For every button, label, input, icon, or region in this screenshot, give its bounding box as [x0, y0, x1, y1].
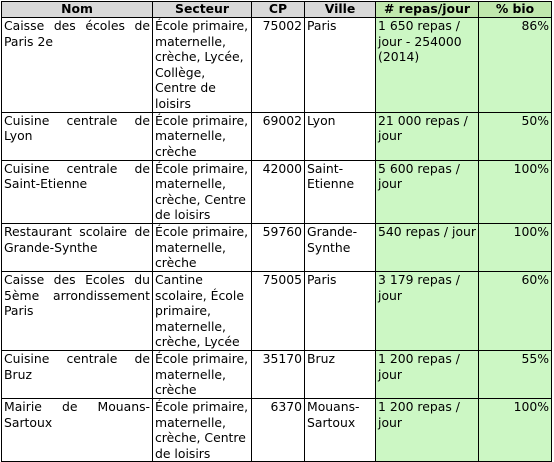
cell-secteur: École primaire, maternelle, crèche — [153, 350, 252, 398]
cell-repas: 1 200 repas / jour — [376, 398, 479, 461]
table-row — [2, 271, 552, 350]
header-nom: Nom — [2, 2, 153, 18]
header-ville: Ville — [305, 2, 376, 18]
table-row — [2, 160, 552, 223]
cell-secteur: École primaire, maternelle, crèche — [153, 223, 252, 271]
cell-cp: 75005 — [252, 271, 305, 350]
cell-secteur: École primaire, maternelle, crèche, Centre de loisirs — [153, 160, 252, 223]
table-row — [2, 398, 552, 461]
header-repas: # repas/jour — [376, 2, 479, 18]
cell-cp: 69002 — [252, 112, 305, 160]
header-row — [2, 2, 552, 18]
cell-cp: 6370 — [252, 398, 305, 461]
cell-nom: Caisse des écoles de Paris 2e — [2, 18, 153, 113]
cell-ville: Mouans-Sartoux — [305, 398, 376, 461]
cell-bio: 100% — [479, 398, 552, 461]
table-row — [2, 223, 552, 271]
cell-nom: Mairie de Mouans-Sartoux — [2, 398, 153, 461]
cell-bio: 100% — [479, 160, 552, 223]
cell-bio: 50% — [479, 112, 552, 160]
cell-ville: Grande-Synthe — [305, 223, 376, 271]
cell-bio: 100% — [479, 223, 552, 271]
cell-nom: Caisse des Ecoles du 5ème arrondissement Paris — [2, 271, 153, 350]
cell-cp: 35170 — [252, 350, 305, 398]
cantines-table — [1, 1, 552, 462]
cell-bio: 55% — [479, 350, 552, 398]
cell-nom: Cuisine centrale de Bruz — [2, 350, 153, 398]
cell-cp: 75002 — [252, 18, 305, 113]
cell-cp: 59760 — [252, 223, 305, 271]
cell-secteur: École primaire, maternelle, crèche — [153, 112, 252, 160]
cell-repas: 540 repas / jour — [376, 223, 479, 271]
cell-secteur: École primaire, maternelle, crèche, Lycée, Collège, Centre de loisirs — [153, 18, 252, 113]
cell-repas: 1 650 repas / jour - 254000 (2014) — [376, 18, 479, 113]
header-bio: % bio — [479, 2, 552, 18]
table-row — [2, 350, 552, 398]
cell-bio: 60% — [479, 271, 552, 350]
cell-ville: Bruz — [305, 350, 376, 398]
cell-nom: Cuisine centrale de Saint-Etienne — [2, 160, 153, 223]
cell-ville: Lyon — [305, 112, 376, 160]
header-secteur: Secteur — [153, 2, 252, 18]
table-row — [2, 18, 552, 113]
cell-ville: Saint-Etienne — [305, 160, 376, 223]
cell-secteur: École primaire, maternelle, crèche, Centre de loisirs — [153, 398, 252, 461]
cell-ville: Paris — [305, 271, 376, 350]
table-row — [2, 112, 552, 160]
cell-ville: Paris — [305, 18, 376, 113]
cell-cp: 42000 — [252, 160, 305, 223]
cell-repas: 5 600 repas / jour — [376, 160, 479, 223]
cell-bio: 86% — [479, 18, 552, 113]
cell-repas: 1 200 repas / jour — [376, 350, 479, 398]
cell-repas: 3 179 repas / jour — [376, 271, 479, 350]
header-cp: CP — [252, 2, 305, 18]
cell-secteur: Cantine scolaire, École primaire, maternelle, crèche, Lycée — [153, 271, 252, 350]
cell-nom: Cuisine centrale de Lyon — [2, 112, 153, 160]
cell-repas: 21 000 repas / jour — [376, 112, 479, 160]
cell-nom: Restaurant scolaire de Grande-Synthe — [2, 223, 153, 271]
